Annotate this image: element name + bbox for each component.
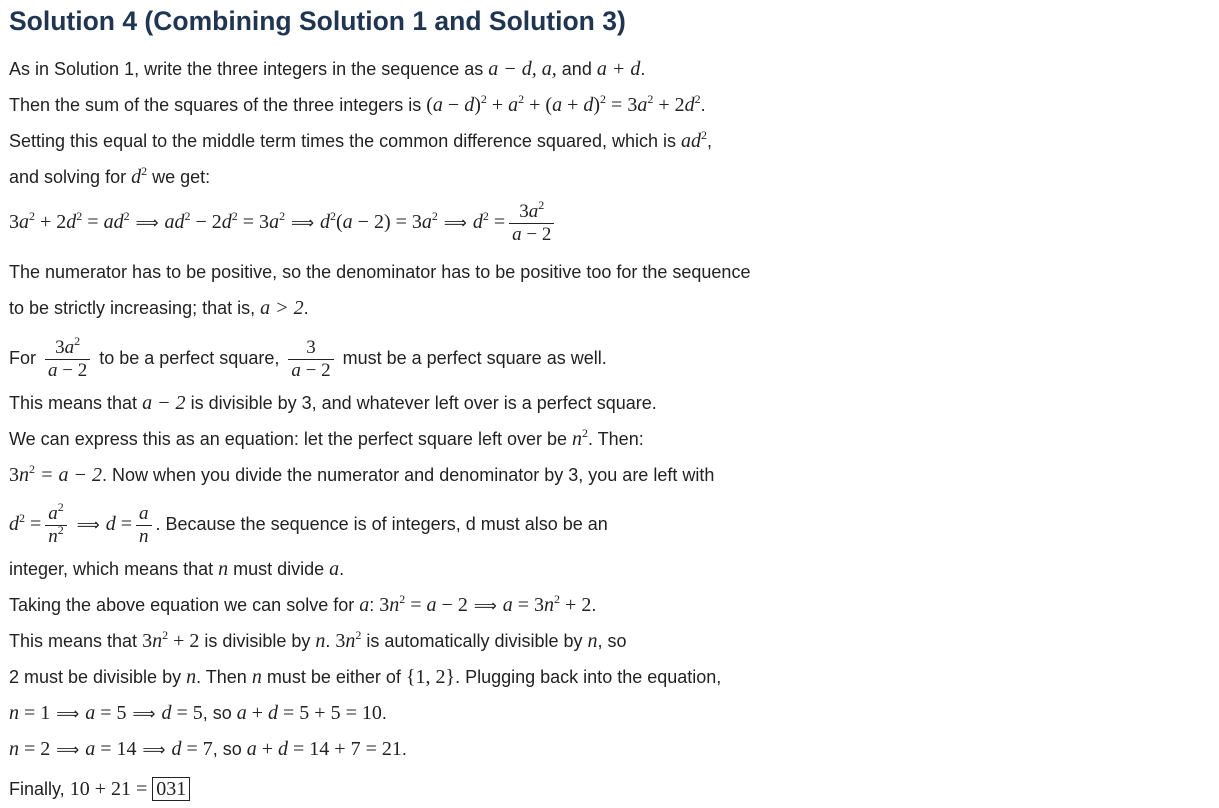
implies-arrow: ⟹ [56,740,80,759]
math-expression: a − d, a, [488,58,557,80]
paragraph-line-9: This means that a − 2 is divisible by 3, and whatever left over is a perfect square. [9,392,657,414]
math-expression: $3n^2 = a - 2$ [379,592,468,616]
display-equation-1: $3a^2 + 2d^2 = ad^2$ ⟹ $ad^2 - 2d^2 = 3a^2$ ⟹ $d^2(a - 2) = 3a^2$ ⟹ $d^2$ = $\frac{3a^2}{a - 2}$ [9,198,558,247]
math-expression: $ad^2$ [681,128,708,152]
math-expression: $(a - d)^2 + a^2 + (a + d)^2 = 3a^2 + 2d^2$ [426,92,701,116]
implies-arrow: ⟹ [76,515,100,534]
paragraph-line-16: 2 must be divisible by n. Then n must be either of {1, 2}. Plugging back into the equation, [9,666,722,688]
paragraph-line-17: n = 1 ⟹ a = 5 ⟹ d = 5, so a + d = 5 + 5 = 10. [9,702,387,724]
paragraph-line-10: We can express this as an equation: let the perfect square left over be $n^2$. Then: [9,426,644,450]
fraction: $\frac{3a^2}{a - 2}$ [509,201,554,246]
solution-title: Solution 4 (Combining Solution 1 and Solution 3) [9,6,626,36]
paragraph-line-3: Setting this equal to the middle term times the common difference squared, which is $ad^2$, [9,128,713,152]
math-expression: $3n^2$ [9,462,35,486]
math-expression: $n^2$ [572,426,588,450]
paragraph-line-15: This means that $3n^2 + 2$ is divisible by n. $3n^2$ is automatically divisible by n, so [9,628,627,652]
fraction: $\frac{3a^2}{a - 2}$ [45,337,90,382]
math-expression: a > 2 [260,297,304,319]
paragraph-line-2: Then the sum of the squares of the three integers is $(a - d)^2 + a^2 + (a + d)^2 = 3a^2 + 2d^2$. [9,92,706,116]
implies-arrow: ⟹ [291,213,314,232]
implies-arrow: ⟹ [473,596,497,615]
boxed-answer: 031 [152,777,190,801]
implies-arrow: ⟹ [132,704,156,723]
implies-arrow: ⟹ [443,213,467,232]
math-expression: a − 2 [142,392,186,414]
fraction: $\frac{a^2}{n^2}$ [45,503,67,548]
paragraph-line-12: $d^2$ = $\frac{a^2}{n^2}$ ⟹ d = $\frac{a}{n}$ . Because the sequence is of integers, d must also be an [9,499,608,547]
paragraph-line-19: Finally, 10 + 21 = 031 [9,778,190,800]
fraction: $\frac{a}{n}$ [136,503,152,548]
implies-arrow: ⟹ [142,740,166,759]
implies-arrow: ⟹ [135,213,159,232]
paragraph-line-7: to be strictly increasing; that is, a > 2. [9,297,309,319]
paragraph-line-6: The numerator has to be positive, so the denominator has to be positive too for the sequence [9,262,751,282]
paragraph-line-18: n = 2 ⟹ a = 14 ⟹ d = 7, so a + d = 14 + 7 = 21. [9,738,407,760]
math-expression: a + d [596,58,641,80]
paragraph-line-14: Taking the above equation we can solve for a: $3n^2 = a - 2$ ⟹ $a = 3n^2 + 2$. [9,592,597,616]
fraction: $\frac{3}{a - 2}$ [288,337,333,382]
implies-arrow: ⟹ [56,704,80,723]
paragraph-line-11: $3n^2 = a - 2$. Now when you divide the numerator and denominator by 3, you are left with [9,462,715,486]
math-expression: $d^2$ [131,164,148,188]
paragraph-line-1: As in Solution 1, write the three integers in the sequence as a − d, a, and a + d. [9,58,646,80]
paragraph-line-4: and solving for $d^2$ we get: [9,164,211,188]
paragraph-line-8: For $\frac{3a^2}{a - 2}$ to be a perfect square, $\frac{3}{a - 2}$ must be a perfect square as well. [9,333,607,381]
paragraph-line-13: integer, which means that n must divide a. [9,558,345,580]
